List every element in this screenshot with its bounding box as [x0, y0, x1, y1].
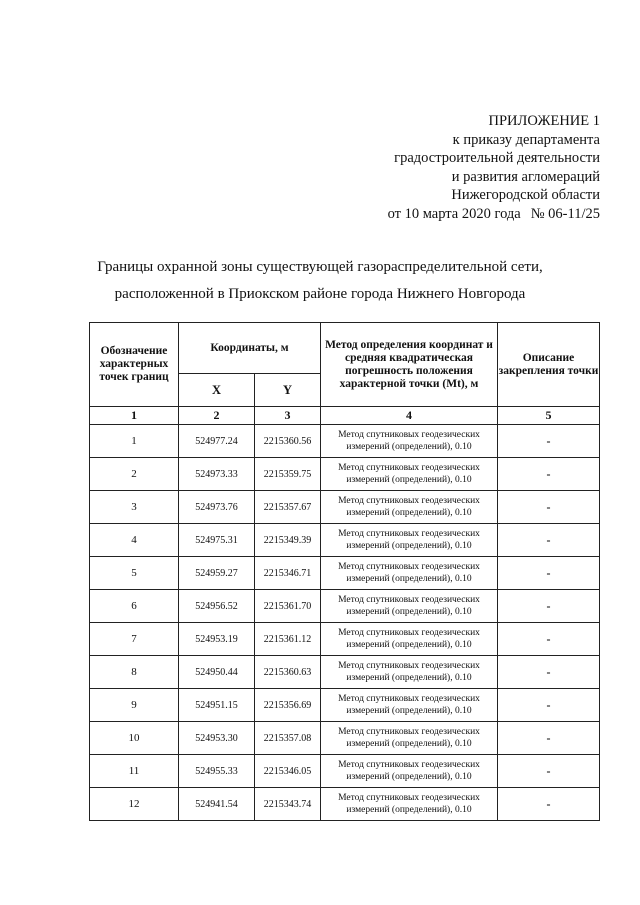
method-cell: Метод спутниковых геодезических измерений (определений), 0.10	[321, 722, 498, 755]
coord-y: 2215361.12	[255, 623, 321, 656]
table-row	[90, 689, 600, 722]
coord-x: 524975.31	[179, 524, 255, 557]
table-row	[90, 590, 600, 623]
order-number: № 06-11/25	[530, 205, 600, 222]
description-cell: -	[498, 755, 600, 788]
method-cell: Метод спутниковых геодезических измерений (определений), 0.10	[321, 788, 498, 821]
coord-y: 2215359.75	[255, 458, 321, 491]
description-cell: -	[498, 590, 600, 623]
column-number: 5	[498, 407, 600, 425]
coord-y: 2215346.71	[255, 557, 321, 590]
coord-x: 524955.33	[179, 755, 255, 788]
point-number: 6	[90, 590, 179, 623]
header-description: Описание закрепления точки	[498, 323, 600, 407]
point-number: 7	[90, 623, 179, 656]
table-row	[90, 491, 600, 524]
point-number: 9	[90, 689, 179, 722]
description-cell: -	[498, 524, 600, 557]
coord-y: 2215343.74	[255, 788, 321, 821]
description-cell: -	[498, 788, 600, 821]
point-number: 8	[90, 656, 179, 689]
table-row	[90, 755, 600, 788]
order-line-2: градостроительной деятельности	[394, 150, 600, 166]
coord-y: 2215360.56	[255, 425, 321, 458]
header-designation: Обозначение характерных точек границ	[90, 323, 179, 407]
description-cell: -	[498, 458, 600, 491]
table-row	[90, 623, 600, 656]
description-cell: -	[498, 557, 600, 590]
table-row	[90, 656, 600, 689]
point-number: 12	[90, 788, 179, 821]
order-date: от 10 марта 2020 года	[387, 205, 521, 222]
point-number: 1	[90, 425, 179, 458]
coord-x: 524941.54	[179, 788, 255, 821]
point-number: 11	[90, 755, 179, 788]
coord-x: 524951.15	[179, 689, 255, 722]
coord-x: 524977.24	[179, 425, 255, 458]
description-cell: -	[498, 689, 600, 722]
description-cell: -	[498, 656, 600, 689]
table-row	[90, 425, 600, 458]
order-line-3: и развития агломераций	[451, 168, 600, 185]
column-number: 4	[321, 407, 498, 425]
coordinates-table	[89, 322, 600, 821]
coord-x: 524959.27	[179, 557, 255, 590]
column-number: 2	[179, 407, 255, 425]
coord-y: 2215349.39	[255, 524, 321, 557]
method-cell: Метод спутниковых геодезических измерений (определений), 0.10	[321, 689, 498, 722]
description-cell: -	[498, 425, 600, 458]
point-number: 2	[90, 458, 179, 491]
method-cell: Метод спутниковых геодезических измерений (определений), 0.10	[321, 623, 498, 656]
table-row	[90, 722, 600, 755]
column-number: 1	[90, 407, 179, 425]
point-number: 5	[90, 557, 179, 590]
coord-x: 524950.44	[179, 656, 255, 689]
header-y: Y	[255, 374, 321, 407]
description-cell: -	[498, 491, 600, 524]
point-number: 3	[90, 491, 179, 524]
coord-y: 2215357.67	[255, 491, 321, 524]
coord-y: 2215361.70	[255, 590, 321, 623]
point-number: 4	[90, 524, 179, 557]
point-number: 10	[90, 722, 179, 755]
order-date-line	[388, 205, 600, 224]
appendix-label: ПРИЛОЖЕНИЕ 1	[488, 113, 600, 129]
coord-x: 524956.52	[179, 590, 255, 623]
document-title-line-2: расположенной в Приокском районе города Нижнего Новгорода	[114, 286, 526, 302]
method-cell: Метод спутниковых геодезических измерений (определений), 0.10	[321, 656, 498, 689]
header-method: Метод определения координат и средняя квадратическая погрешность положения характерной точки (Mt), м	[321, 323, 498, 407]
coord-x: 524973.33	[179, 458, 255, 491]
header-x: X	[179, 374, 255, 407]
coord-y: 2215360.63	[255, 656, 321, 689]
description-cell: -	[498, 623, 600, 656]
table-row	[90, 557, 600, 590]
coord-x: 524953.30	[179, 722, 255, 755]
header-coordinates: Координаты, м	[179, 323, 321, 374]
order-line-4: Нижегородской области	[451, 187, 600, 203]
coord-y: 2215357.08	[255, 722, 321, 755]
coord-x: 524973.76	[179, 491, 255, 524]
coord-x: 524953.19	[179, 623, 255, 656]
method-cell: Метод спутниковых геодезических измерений (определений), 0.10	[321, 590, 498, 623]
method-cell: Метод спутниковых геодезических измерений (определений), 0.10	[321, 755, 498, 788]
table-row	[90, 788, 600, 821]
method-cell: Метод спутниковых геодезических измерений (определений), 0.10	[321, 458, 498, 491]
order-line-1: к приказу департамента	[452, 131, 600, 148]
coord-y: 2215356.69	[255, 689, 321, 722]
document-title-line-1: Границы охранной зоны существующей газораспределительной сети,	[97, 259, 543, 275]
coord-y: 2215346.05	[255, 755, 321, 788]
method-cell: Метод спутниковых геодезических измерений (определений), 0.10	[321, 425, 498, 458]
method-cell: Метод спутниковых геодезических измерений (определений), 0.10	[321, 491, 498, 524]
table-row	[90, 524, 600, 557]
table-row	[90, 458, 600, 491]
appendix-header	[388, 112, 600, 223]
description-cell: -	[498, 722, 600, 755]
method-cell: Метод спутниковых геодезических измерений (определений), 0.10	[321, 524, 498, 557]
table-body	[90, 425, 600, 821]
column-number: 3	[255, 407, 321, 425]
method-cell: Метод спутниковых геодезических измерений (определений), 0.10	[321, 557, 498, 590]
